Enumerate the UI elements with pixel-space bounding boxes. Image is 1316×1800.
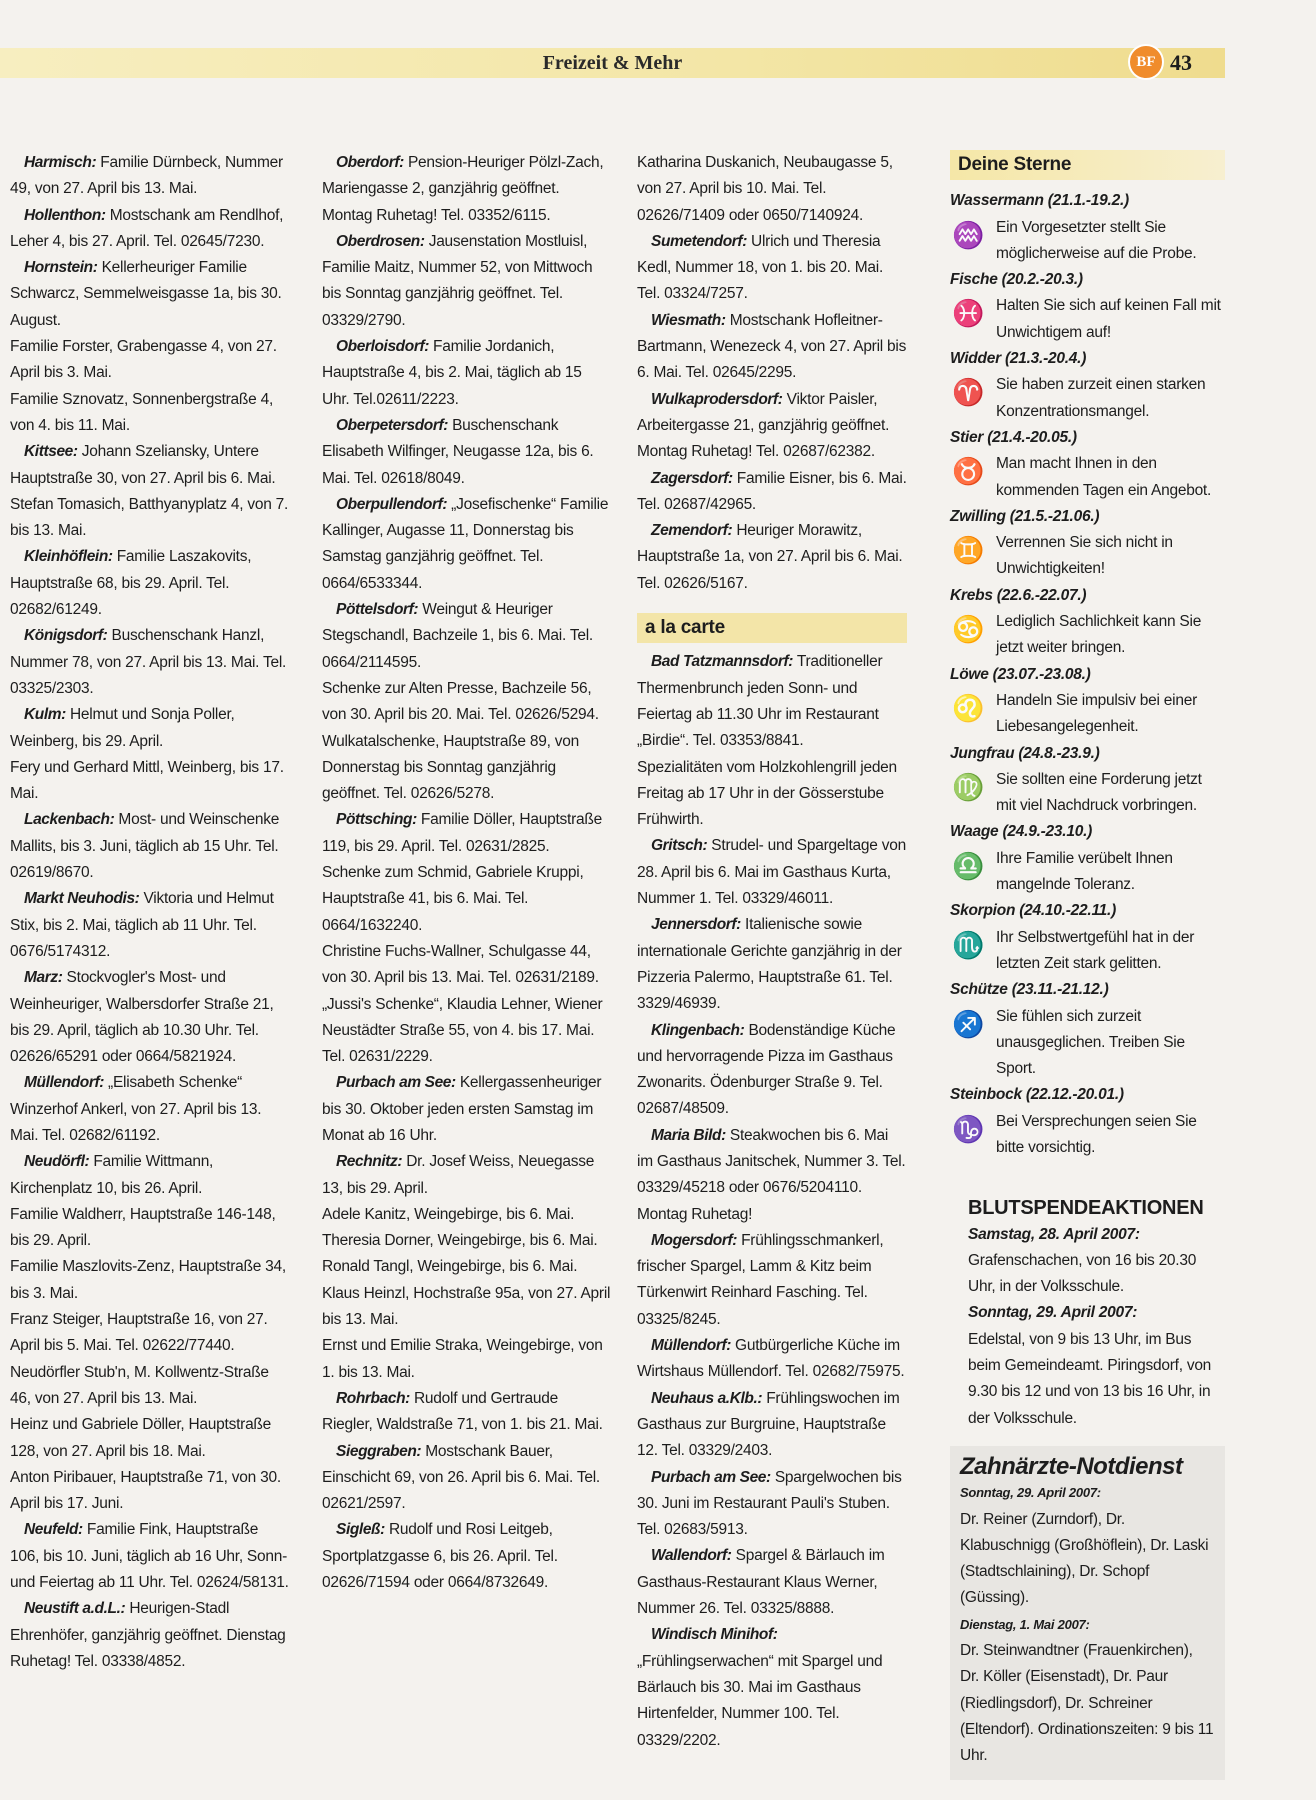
listing-entry (10, 255, 290, 334)
listing-text: Ernst und Emilie Straka, Weingebirge, von 1. bis 13. Mai. (322, 1337, 603, 1381)
listing-entry (322, 1228, 612, 1254)
horoscope-sign-body (950, 846, 1225, 899)
listing-entry (322, 1202, 612, 1228)
dentist-emergency-heading: Zahnärzte-Notdienst (960, 1452, 1183, 1480)
listing-text: Familie Jordanich, Hauptstraße 4, bis 2. Mai, täglich ab 15 Uhr. Tel.02611/2223. (322, 338, 582, 408)
aquarius-icon: ♒ (951, 219, 985, 250)
cancer-icon: ♋ (951, 614, 985, 645)
listing-text: Mostschank Hofleitner-Bartmann, Wenezeck 4, von 27. April bis 6. Mai. Tel. 02645/2295. (637, 311, 907, 382)
listing-entry (10, 1070, 290, 1149)
horoscope-list (950, 188, 1225, 1161)
listing-entry (637, 755, 907, 834)
listing-entry (322, 1517, 612, 1596)
listing-entry (637, 1622, 907, 1753)
horoscope-sign-body (950, 609, 1225, 662)
listing-text: Bodenständige Küche und hervorragende Pizza im Gasthaus Zwonarits. Ödenburger Straße 9. Tel. 02687/48509. (637, 1021, 896, 1118)
listing-text: Rudolf und Rosi Leitgeb, Sportplatzgasse 6, bis 26. April. Tel. 02626/71594 oder 0664/8732649. (322, 1521, 558, 1592)
listing-text: Adele Kanitz, Weingebirge, bis 6. Mai. (322, 1205, 575, 1223)
listing-text: Franz Steiger, Hauptstraße 16, von 27. April bis 5. Mai. Tel. 02622/77440. (10, 1311, 268, 1355)
listing-text: Fery und Gerhard Mittl, Weinberg, bis 17. Mai. (10, 758, 284, 803)
listing-text: Frühlingsschmankerl, frischer Spargel, Lamm & Kitz beim Türkenwirt Reinhard Fasching. Tel. 03325/8245. (637, 1231, 884, 1328)
listing-text: Johann Szeliansky, Untere Hauptstraße 30, von 27. April bis 6. Mai. (10, 443, 276, 487)
listing-entry (10, 203, 290, 256)
blood-donation-date: Samstag, 28. April 2007: (968, 1225, 1140, 1243)
listing-entry (322, 229, 612, 334)
listing-place: Gritsch: (651, 837, 708, 855)
listing-text: „Frühlingserwachen“ mit Spargel und Bärlauch bis 30. Mai im Gasthaus Hirtenfelder, Nummer 100. Tel. 03329/2202. (637, 1652, 883, 1749)
listing-text: Familie Fink, Hauptstraße 106, bis 10. Juni, täglich ab 16 Uhr, Sonn- und Feiertag ab 11 Uhr. Tel. 02624/58131. (10, 1521, 289, 1592)
listing-text: Italienische sowie internationale Gerichte ganzjährig in der Pizzeria Palermo, Hauptstraße 61. Tel. 3329/46939. (637, 916, 902, 1013)
horoscope-sign (950, 898, 1225, 977)
horoscope-sign-title: Fische (20.2.-20.3.) (950, 271, 1083, 289)
listing-place: Neuhaus a.Klb.: (651, 1389, 763, 1407)
listing-entry (10, 1465, 290, 1518)
listing-place: Windisch Minihof: (651, 1626, 778, 1644)
listing-entry (10, 702, 290, 755)
horoscope-heading: Deine Sterne (950, 150, 1225, 180)
listing-place: Pöttelsdorf: (336, 601, 419, 619)
listing-text: Familie Sznovatz, Sonnenbergstraße 4, von 4. bis 11. Mai. (10, 390, 273, 434)
listing-text: Schenke zur Alten Presse, Bachzeile 56, von 30. April bis 20. Mai. Tel. 02626/5294. (322, 679, 599, 724)
listing-place: Zemendorf: (651, 522, 733, 540)
scorpio-icon: ♏ (951, 929, 985, 960)
horoscope-sign-title: Steinbock (22.12.-20.01.) (950, 1086, 1124, 1104)
listing-place: Müllendorf: (24, 1074, 104, 1092)
horoscope-sign-body (950, 1004, 1225, 1083)
listing-place: Wulkaprodersdorf: (651, 390, 783, 408)
listing-text: Schenke zum Schmid, Gabriele Kruppi, Hauptstraße 41, bis 6. Mai. Tel. 0664/1632240. (322, 864, 584, 934)
listing-entry (322, 1254, 612, 1280)
horoscope-sign (950, 188, 1225, 267)
aries-icon: ♈ (951, 377, 985, 408)
listing-entry (637, 1228, 907, 1333)
blood-donation-date: Sonntag, 29. April 2007: (968, 1304, 1138, 1322)
listing-entry (637, 912, 907, 1017)
listing-text: Mostschank am Rendlhof, Leher 4, bis 27. April. Tel. 02645/7230. (10, 206, 284, 250)
listing-entry (10, 334, 290, 387)
page-number: 43 (1170, 50, 1192, 75)
horoscope-sign-body (950, 767, 1225, 820)
listing-text: Jausenstation Mostluisl, Familie Maitz, Nummer 52, von Mittwoch bis Sonntag ganzjährig geöffnet. Tel. 03329/2790. (322, 232, 593, 329)
listing-text: „Elisabeth Schenke“ Winzerhof Ankerl, von 27. April bis 13. Mai. Tel. 02682/61192. (10, 1074, 262, 1144)
listing-entry (10, 965, 290, 1070)
column-3 (637, 150, 907, 1754)
listing-entry (10, 544, 290, 623)
listing-text: Stockvogler's Most- und Weinheuriger, Walbersdorfer Straße 21, bis 29. April, täglich ab 10.30 Uhr. Tel. 02626/65291 oder 0664/5821924. (10, 969, 274, 1066)
horoscope-sign-text: Lediglich Sachlichkeit kann Sie jetzt weiter bringen. (996, 613, 1202, 657)
listing-place: Oberdorf: (336, 154, 404, 171)
listing-place: Sigleß: (336, 1521, 385, 1539)
listing-place: Rechnitz: (336, 1153, 403, 1171)
horoscope-sign-text: Man macht Ihnen in den kommenden Tagen ein Angebot. (996, 455, 1212, 499)
listing-place: Müllendorf: (651, 1337, 731, 1355)
listing-place: Hollenthon: (24, 206, 106, 224)
taurus-icon: ♉ (951, 456, 985, 487)
horoscope-sign-title: Löwe (23.07.-23.08.) (950, 665, 1091, 683)
listing-place: Pöttsching: (336, 811, 417, 829)
listing-entry (322, 1333, 612, 1386)
listing-text: Steakwochen bis 6. Mai im Gasthaus Janitschek, Nummer 3. Tel. 03329/45218 oder 0676/5204110. Montag Ruhetag! (637, 1126, 906, 1223)
listing-entry (322, 334, 612, 413)
blood-donation-text: Grafenschachen, von 16 bis 20.30 Uhr, in der Volksschule. (968, 1251, 1197, 1296)
listing-place: Purbach am See: (651, 1468, 771, 1486)
listing-entry (322, 860, 612, 939)
dentist-emergency-date: Dienstag, 1. Mai 2007: (960, 1616, 1090, 1632)
listing-place: Oberloisdorf: (336, 338, 429, 356)
listing-text: Familie Laszakovits, Hauptstraße 68, bis 29. April. Tel. 02682/61249. (10, 548, 252, 619)
listing-text: Katharina Duskanich, Neubaugasse 5, von 27. April bis 10. Mai. Tel. 02626/71409 oder 0650/7140924. (637, 154, 893, 224)
listing-text: Familie Eisner, bis 6. Mai. Tel. 02687/42965. (637, 469, 907, 513)
listing-text: Gutbürgerliche Küche im Wirtshaus Müllendorf. Tel. 02682/75975. (637, 1337, 905, 1381)
alacarte-heading: a la carte (637, 613, 907, 643)
listing-text: Heinz und Gabriele Döller, Hauptstraße 128, von 27. April bis 18. Mai. (10, 1416, 272, 1460)
listing-place: Kleinhöflein: (24, 548, 113, 566)
listing-place: Rohrbach: (336, 1389, 410, 1407)
listing-text: Familie Maszlovits-Zenz, Hauptstraße 34, bis 3. Mai. (10, 1258, 286, 1302)
horoscope-sign (950, 583, 1225, 662)
listing-entry (322, 150, 612, 229)
dentist-emergency-date: Sonntag, 29. April 2007: (960, 1485, 1101, 1501)
listing-entry (10, 1254, 290, 1307)
listing-place: Wiesmath: (651, 311, 726, 329)
horoscope-sign-title: Schütze (23.11.-21.12.) (950, 981, 1109, 999)
horoscope-sign (950, 504, 1225, 583)
listing-text: Spezialitäten vom Holzkohlengrill jeden Freitag ab 17 Uhr in der Gösserstube Frühwirth. (637, 758, 897, 829)
horoscope-sign-title: Wassermann (21.1.-19.2.) (950, 192, 1129, 210)
gemini-icon: ♊ (951, 535, 985, 566)
listing-text: Dr. Josef Weiss, Neuegasse 13, bis 29. April. (322, 1153, 595, 1197)
pisces-icon: ♓ (951, 298, 985, 329)
listing-place: Purbach am See: (336, 1074, 456, 1092)
sagittarius-icon: ♐ (951, 1008, 985, 1039)
listing-place: Zagersdorf: (651, 469, 733, 487)
listing-entry (10, 1596, 290, 1675)
listing-entry (637, 1386, 907, 1465)
listing-entry (10, 1360, 290, 1413)
page-header-bar (0, 48, 1225, 78)
listing-entry (637, 150, 907, 229)
listing-entry (322, 1386, 612, 1439)
dentist-emergency-box (950, 1446, 1225, 1780)
horoscope-sign-body (950, 688, 1225, 741)
listing-entry (10, 492, 290, 545)
listing-entry (322, 729, 612, 808)
horoscope-sign-text: Ihre Familie verübelt Ihnen mangelnde Toleranz. (996, 849, 1173, 894)
horoscope-sign-text: Ein Vorgesetzter stellt Sie möglicherweise auf die Probe. (996, 218, 1197, 262)
dentist-emergency-text: Dr. Reiner (Zurndorf), Dr. Klabuschnigg (Großhöflein), Dr. Laski (Stadtschlaining), Dr. Schopf (Güssing). (960, 1510, 1209, 1607)
blood-donation-text: Edelstal, von 9 bis 13 Uhr, im Bus beim Gemeindeamt. Piringsdorf, von 9.30 bis 12 und von 13 bis 16 Uhr, in der Volksschule. (968, 1330, 1212, 1427)
listing-entry (637, 466, 907, 519)
magazine-logo-icon: BF (1128, 44, 1164, 80)
listing-place: Wallendorf: (651, 1547, 732, 1565)
listing-entry (10, 150, 290, 203)
listing-entry (637, 833, 907, 912)
listing-text: Stefan Tomasich, Batthyanyplatz 4, von 7. bis 13. Mai. (10, 495, 289, 540)
listing-entry (10, 755, 290, 808)
horoscope-sign (950, 741, 1225, 820)
capricorn-icon: ♑ (951, 1113, 985, 1144)
horoscope-sign (950, 662, 1225, 741)
listing-text: Spargelwochen bis 30. Juni im Restaurant Pauli's Stuben. Tel. 02683/5913. (637, 1468, 902, 1539)
horoscope-sign (950, 1082, 1225, 1161)
listing-text: Christine Fuchs-Wallner, Schulgasse 44, von 30. April bis 13. Mai. Tel. 02631/2189. (322, 942, 599, 987)
leo-icon: ♌ (951, 692, 985, 723)
listing-entry (637, 1543, 907, 1622)
libra-icon: ♎ (951, 850, 985, 881)
listing-entry (637, 518, 907, 597)
listing-entry (322, 676, 612, 729)
listing-text: Buschenschank Elisabeth Wilfinger, Neugasse 12a, bis 6. Mai. Tel. 02618/8049. (322, 416, 594, 487)
dentist-emergency-list (960, 1480, 1215, 1769)
column-4 (950, 150, 1225, 1780)
listing-text: Ulrich und Theresia Kedl, Nummer 18, von 1. bis 20. Mai. Tel. 03324/7257. (637, 232, 884, 303)
horoscope-sign-text: Sie sollten eine Forderung jetzt mit viel Nachdruck vorbringen. (996, 770, 1202, 815)
listing-text: Weingut & Heuriger Stegschandl, Bachzeile 1, bis 6. Mai. Tel. 0664/2114595. (322, 601, 593, 671)
listing-place: Lackenbach: (24, 811, 115, 829)
horoscope-sign-text: Ihr Selbstwertgefühl hat in der letzten Zeit stark gelitten. (996, 928, 1195, 972)
column-1 (10, 150, 290, 1675)
listing-entry (322, 807, 612, 860)
listing-place: Klingenbach: (651, 1021, 745, 1039)
listing-text: Viktor Paisler, Arbeitergasse 21, ganzjährig geöffnet. Montag Ruhetag! Tel. 02687/62382. (637, 390, 890, 461)
listing-text: Ronald Tangl, Weingebirge, bis 6. Mai. (322, 1258, 578, 1276)
dentist-emergency-text: Dr. Steinwandtner (Frauenkirchen), Dr. Köller (Eisenstadt), Dr. Paur (Riedlingsdorf), Dr. Schreiner (Eltendorf). Ordinationszeiten: 9 bis 11 Uhr. (960, 1642, 1214, 1765)
listing-entry (10, 1202, 290, 1255)
listing-text: Strudel- und Spargeltage von 28. April bis 6. Mai im Gasthaus Kurta, Nummer 1. Tel. 03329/46011. (637, 837, 906, 908)
listing-text: Heuriger Morawitz, Hauptstraße 1a, von 27. April bis 6. Mai. Tel. 02626/5167. (637, 522, 903, 592)
horoscope-sign-title: Stier (21.4.-20.05.) (950, 428, 1077, 446)
listing-place: Harmisch: (24, 154, 97, 171)
listing-place: Bad Tatzmannsdorf: (651, 653, 794, 671)
column-3-entries (637, 150, 907, 597)
listing-text: Heurigen-Stadl Ehrenhöfer, ganzjährig geöffnet. Dienstag Ruhetag! Tel. 03338/4852. (10, 1600, 286, 1670)
listing-entry (322, 1281, 612, 1334)
listing-entry (10, 623, 290, 702)
listing-entry (322, 1070, 612, 1149)
section-title: Freizeit & Mehr (542, 52, 683, 74)
horoscope-sign-body (950, 215, 1225, 268)
listing-text: Pension-Heuriger Pölzl-Zach, Mariengasse 2, ganzjährig geöffnet. Montag Ruhetag! Tel. 03352/6115. (322, 154, 604, 224)
horoscope-sign-body (950, 925, 1225, 978)
listing-entry (637, 308, 907, 387)
listing-text: Anton Piribauer, Hauptstraße 71, von 30. April bis 17. Juni. (10, 1468, 281, 1513)
listing-entry (10, 387, 290, 440)
listing-text: Familie Wittmann, Kirchenplatz 10, bis 26. April. (10, 1153, 214, 1197)
listing-text: „Jussi's Schenke“, Klaudia Lehner, Wiener Neustädter Straße 55, von 4. bis 17. Mai. Tel. 02631/2229. (322, 995, 603, 1066)
horoscope-sign-text: Verrennen Sie sich nicht in Unwichtigkeiten! (996, 534, 1173, 578)
horoscope-sign (950, 267, 1225, 346)
listing-text: Familie Forster, Grabengasse 4, von 27. April bis 3. Mai. (10, 338, 277, 382)
blood-donation-list (950, 1222, 1225, 1432)
listing-place: Jennersdorf: (651, 916, 741, 934)
horoscope-sign-text: Handeln Sie impulsiv bei einer Liebesangelegenheit. (996, 691, 1198, 736)
listing-text: Wulkatalschenke, Hauptstraße 89, von Donnerstag bis Sonntag ganzjährig geöffnet. Tel. 02626/5278. (322, 732, 579, 803)
listing-place: Kulm: (24, 706, 66, 724)
horoscope-sign (950, 819, 1225, 898)
alacarte-entries (637, 649, 907, 1753)
horoscope-sign-body (950, 1109, 1225, 1162)
listing-place: Neudörfl: (24, 1153, 90, 1171)
listing-entry (637, 649, 907, 754)
listing-place: Markt Neuhodis: (24, 890, 140, 908)
listing-text: „Josefischenke“ Familie Kallinger, Augasse 11, Donnerstag bis Samstag ganzjährig geöffnet. Tel. 0664/6533344. (322, 495, 609, 592)
listing-place: Hornstein: (24, 259, 98, 277)
listing-entry (10, 807, 290, 886)
listing-text: Frühlingswochen im Gasthaus zur Burgruine, Hauptstraße 12. Tel. 03329/2403. (637, 1389, 900, 1460)
horoscope-sign-body (950, 451, 1225, 504)
horoscope-sign-title: Widder (21.3.-20.4.) (950, 350, 1087, 368)
virgo-icon: ♍ (951, 771, 985, 802)
listing-entry (322, 413, 612, 492)
listing-entry (322, 1439, 612, 1518)
listing-entry (637, 387, 907, 466)
listing-place: Oberpullendorf: (336, 495, 448, 513)
listing-place: Neustift a.d.L.: (24, 1600, 126, 1618)
listing-entry (10, 1412, 290, 1465)
listing-text: Mostschank Bauer, Einschicht 69, von 26. April bis 6. Mai. Tel. 02621/2597. (322, 1442, 600, 1513)
listing-place: Kittsee: (24, 443, 78, 461)
horoscope-sign-title: Jungfrau (24.8.-23.9.) (950, 744, 1100, 762)
listing-text: Familie Döller, Hauptstraße 119, bis 29. April. Tel. 02631/2825. (322, 811, 602, 855)
listing-text: Neudörfler Stub'n, M. Kollwentz-Straße 46, von 27. April bis 13. Mai. (10, 1363, 269, 1407)
horoscope-sign-title: Krebs (22.6.-22.07.) (950, 586, 1087, 604)
listing-text: Familie Dürnbeck, Nummer 49, von 27. April bis 13. Mai. (10, 154, 283, 198)
listing-text: Familie Waldherr, Hauptstraße 146-148, bis 29. April. (10, 1205, 276, 1250)
listing-place: Oberdrosen: (336, 232, 425, 250)
horoscope-sign-body (950, 372, 1225, 425)
horoscope-sign-title: Zwilling (21.5.-21.06.) (950, 507, 1100, 525)
horoscope-sign (950, 346, 1225, 425)
listing-text: Spargel & Bärlauch im Gasthaus-Restaurant Klaus Werner, Nummer 26. Tel. 03325/8888. (637, 1547, 885, 1618)
listing-text: Helmut und Sonja Poller, Weinberg, bis 29. April. (10, 706, 235, 750)
listing-entry (322, 939, 612, 992)
listing-entry (322, 992, 612, 1071)
listing-text: Viktoria und Helmut Stix, bis 2. Mai, täglich ab 11 Uhr. Tel. 0676/5174312. (10, 890, 274, 960)
listing-place: Sumetendorf: (651, 232, 747, 250)
listing-text: Klaus Heinzl, Hochstraße 95a, von 27. April bis 13. Mai. (322, 1284, 611, 1329)
horoscope-sign (950, 977, 1225, 1082)
horoscope-sign-text: Sie fühlen sich zurzeit unausgeglichen. Treiben Sie Sport. (996, 1007, 1185, 1078)
listing-text: Theresia Dorner, Weingebirge, bis 6. Mai. (322, 1232, 598, 1250)
listing-entry (10, 439, 290, 492)
listing-text: Traditioneller Thermenbrunch jeden Sonn- und Feiertag ab 11.30 Uhr im Restaurant „Birdie“. Tel. 03353/8841. (637, 653, 883, 750)
listing-entry (637, 1333, 907, 1386)
listing-entry (10, 886, 290, 965)
listing-entry (637, 1123, 907, 1228)
horoscope-sign-text: Sie haben zurzeit einen starken Konzentrationsmangel. (996, 376, 1206, 420)
listing-entry (322, 1149, 612, 1202)
listing-place: Königsdorf: (24, 627, 108, 645)
listing-entry (637, 1018, 907, 1123)
listing-entry (10, 1307, 290, 1360)
blood-donation-heading: BLUTSPENDEAKTIONEN (968, 1197, 1204, 1220)
listing-place: Maria Bild: (651, 1126, 726, 1144)
listing-place: Mogersdorf: (651, 1231, 738, 1249)
listing-entry (10, 1517, 290, 1596)
listing-text: Most- und Weinschenke Mallits, bis 3. Juni, täglich ab 15 Uhr. Tel. 02619/8670. (10, 811, 280, 882)
horoscope-sign (950, 425, 1225, 504)
listing-place: Oberpetersdorf: (336, 416, 448, 434)
listing-place: Neufeld: (24, 1521, 83, 1539)
horoscope-sign-title: Waage (24.9.-23.10.) (950, 823, 1093, 841)
column-2 (322, 150, 612, 1596)
listing-place: Sieggraben: (336, 1442, 422, 1460)
horoscope-sign-body (950, 293, 1225, 346)
listing-entry (637, 229, 907, 308)
horoscope-sign-title: Skorpion (24.10.-22.11.) (950, 902, 1116, 920)
listing-entry (10, 1149, 290, 1202)
listing-text: Rudolf und Gertraude Riegler, Waldstraße 71, von 1. bis 21. Mai. (322, 1389, 603, 1434)
listing-place: Marz: (24, 969, 63, 987)
listing-entry (322, 492, 612, 597)
horoscope-sign-text: Halten Sie sich auf keinen Fall mit Unwichtigem auf! (996, 297, 1221, 341)
horoscope-sign-text: Bei Versprechungen seien Sie bitte vorsichtig. (996, 1112, 1197, 1156)
horoscope-sign-body (950, 530, 1225, 583)
listing-text: Kellerheuriger Familie Schwarcz, Semmelweisgasse 1a, bis 30. August. (10, 259, 282, 329)
listing-entry (322, 597, 612, 676)
listing-text: Kellergassenheuriger bis 30. Oktober jeden ersten Samstag im Monat ab 16 Uhr. (322, 1074, 602, 1144)
listing-text: Buschenschank Hanzl, Nummer 78, von 27. April bis 13. Mai. Tel. 03325/2303. (10, 627, 287, 697)
listing-entry (637, 1465, 907, 1544)
